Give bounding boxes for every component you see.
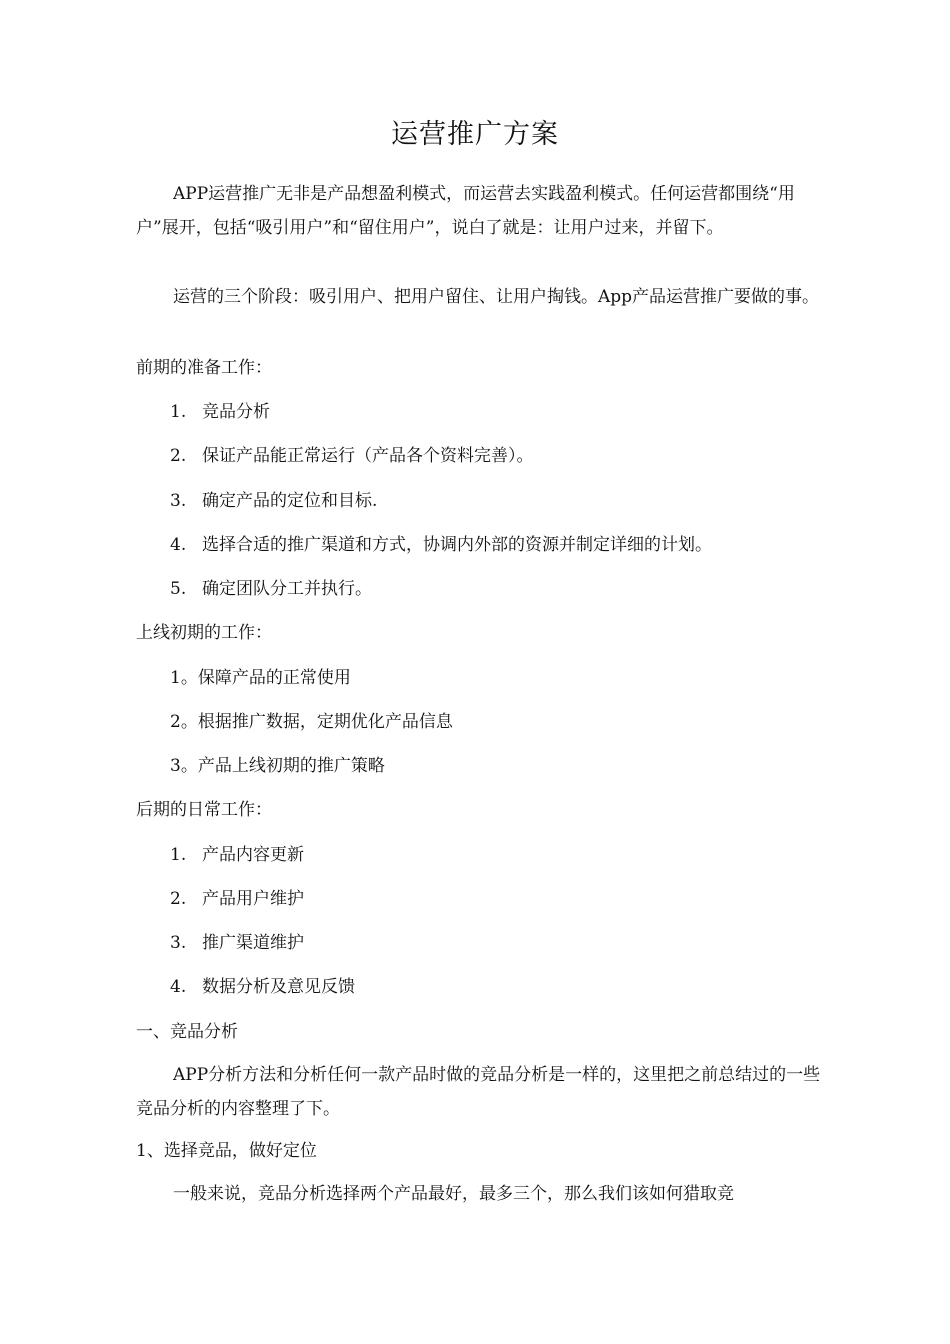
- section1-sub-paragraph: 一般来说，竞品分析选择两个产品最好，最多三个，那么我们该如何猎取竞: [173, 1184, 734, 1204]
- intro-paragraph: APP运营推广无非是产品想盈利模式，而运营去实践盈利模式。任何运营都围绕“用户”展开，包括“吸引用户”和“留住用户”，说白了就是：让用户过来，并留下。: [136, 184, 795, 238]
- later-item-2: [170, 887, 304, 911]
- list-number: 1.: [170, 845, 187, 865]
- list-number: 3.: [170, 491, 187, 511]
- launch-item-3: 3。产品上线初期的推广策略: [170, 756, 385, 776]
- list-number: 5.: [170, 579, 187, 599]
- section1-paragraph: APP分析方法和分析任何一款产品时做的竞品分析是一样的，这里把之前总结过的一些竞品分析的内容整理了下。: [136, 1065, 821, 1119]
- launch-heading: 上线初期的工作：: [136, 623, 272, 643]
- prep-heading: 前期的准备工作：: [136, 358, 272, 378]
- list-text: 产品用户维护: [202, 889, 304, 909]
- list-text: 产品内容更新: [202, 845, 304, 865]
- list-text: 数据分析及意见反馈: [202, 977, 355, 997]
- later-item-4: [170, 975, 355, 999]
- list-text: 竞品分析: [202, 402, 270, 422]
- prep-item-1: [170, 400, 270, 424]
- list-text: 选择合适的推广渠道和方式，协调内外部的资源并制定详细的计划。: [202, 535, 712, 555]
- prep-item-5: [170, 577, 372, 601]
- launch-item-2: 2。根据推广数据，定期优化产品信息: [170, 712, 453, 732]
- prep-item-2: [170, 444, 534, 468]
- later-item-1: [170, 843, 304, 867]
- later-item-3: [170, 931, 304, 955]
- later-heading: 后期的日常工作：: [136, 800, 272, 820]
- section1-sub-heading: 1、选择竞品，做好定位: [136, 1141, 317, 1161]
- list-number: 4.: [170, 535, 187, 555]
- list-text: 确定产品的定位和目标.: [202, 491, 378, 511]
- list-number: 4.: [170, 977, 187, 997]
- list-text: 确定团队分工并执行。: [202, 579, 372, 599]
- list-number: 3.: [170, 933, 187, 953]
- list-number: 2.: [170, 889, 187, 909]
- stages-paragraph: 运营的三个阶段：吸引用户、把用户留住、让用户掏钱。App产品运营推广要做的事。: [173, 287, 820, 307]
- prep-item-3: [170, 489, 377, 513]
- list-number: 2.: [170, 446, 187, 466]
- list-number: 1.: [170, 402, 187, 422]
- prep-item-4: [170, 533, 712, 557]
- document-title: 运营推广方案: [391, 119, 559, 150]
- launch-item-1: 1。保障产品的正常使用: [170, 668, 351, 688]
- list-text: 推广渠道维护: [202, 933, 304, 953]
- list-text: 保证产品能正常运行（产品各个资料完善）。: [202, 446, 534, 466]
- section1-heading: 一、竞品分析: [136, 1022, 238, 1042]
